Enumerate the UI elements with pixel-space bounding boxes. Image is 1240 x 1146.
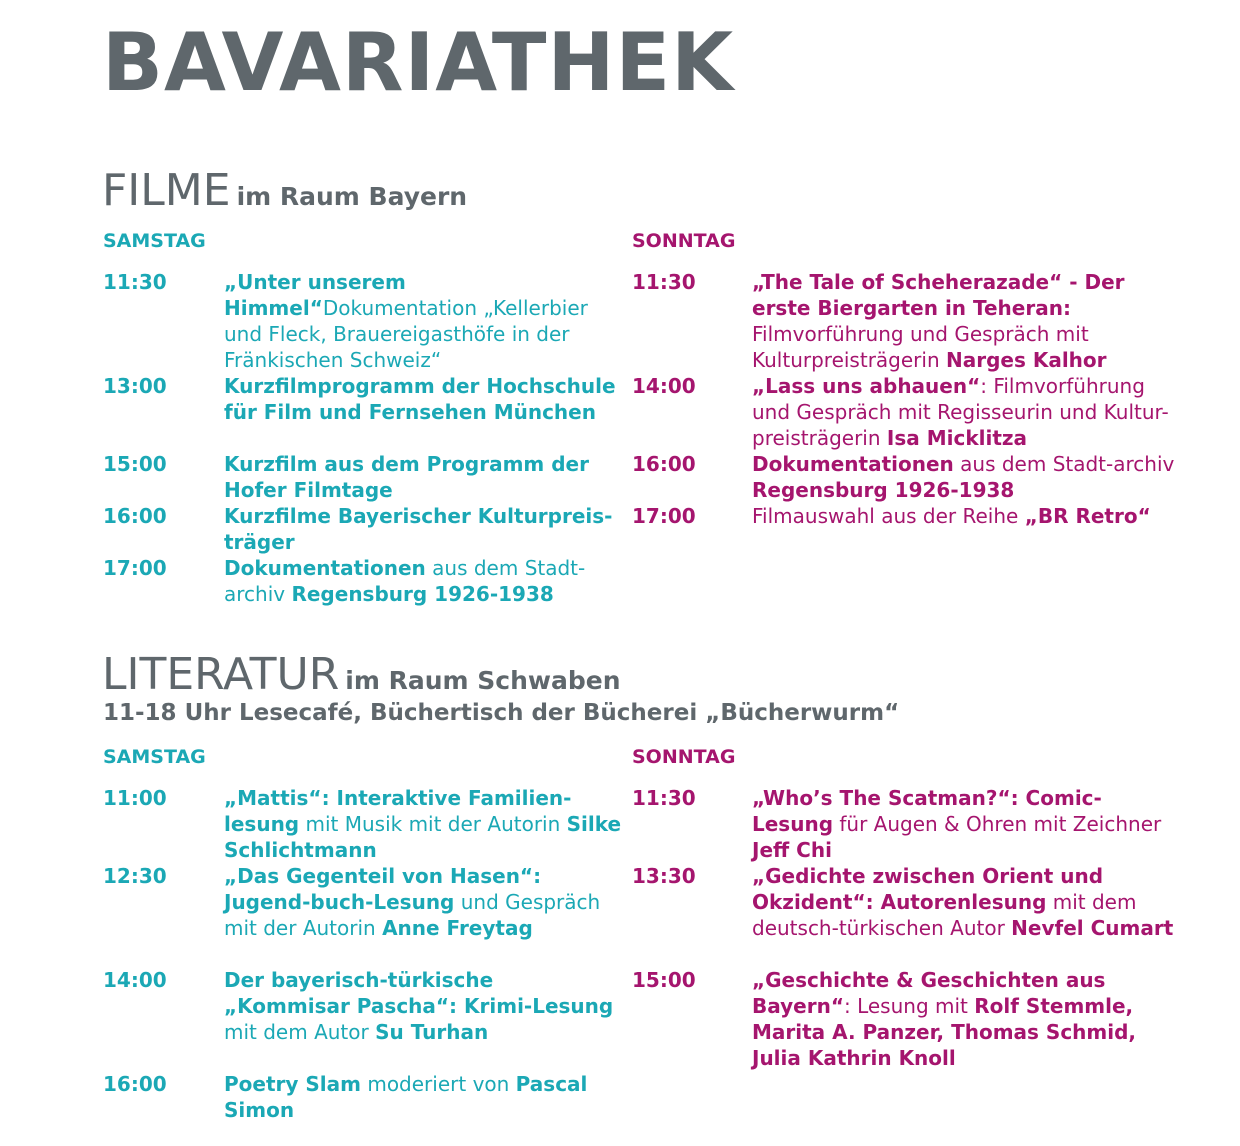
bold-text: Pascal Simon bbox=[224, 1072, 588, 1122]
bold-text: „Mattis“: Interaktive Familien-lesung bbox=[224, 786, 572, 836]
event-time: 16:00 bbox=[103, 1072, 167, 1096]
regular-text: Dokumentation „Kellerbier und Fleck, Brauereigasthöfe in der Fränkischen Schweiz“ bbox=[224, 296, 588, 372]
bold-text: „Unter unserem Himmel“ bbox=[224, 270, 406, 320]
literatur-saturday-label: SAMSTAG bbox=[103, 746, 206, 768]
regular-text: moderiert von bbox=[360, 1072, 516, 1096]
bold-text: Der bayerisch-türkische „Kommisar Pascha“: Krimi-Lesung bbox=[224, 968, 614, 1018]
bold-text: Jeff Chi bbox=[752, 838, 832, 862]
regular-text: mit Musik mit der Autorin bbox=[299, 812, 567, 836]
event-time: 15:00 bbox=[632, 968, 696, 992]
event-description bbox=[224, 269, 624, 373]
filme-saturday-label: SAMSTAG bbox=[103, 230, 206, 252]
bold-text: „Gedichte zwischen Orient und Okzident“: Autorenlesung bbox=[752, 864, 1104, 914]
bold-text: Regensburg 1926-1938 bbox=[291, 582, 554, 606]
event-description bbox=[224, 373, 624, 425]
regular-text: Filmauswahl aus der Reihe bbox=[752, 504, 1025, 528]
event-time: 17:00 bbox=[632, 504, 696, 528]
bold-text: Regensburg 1926-1938 bbox=[752, 478, 1015, 502]
bold-text: Anne Freytag bbox=[382, 916, 533, 940]
event-time: 16:00 bbox=[632, 452, 696, 476]
bold-text: „Lass uns abhauen“ bbox=[752, 374, 981, 398]
literatur-heading-text: LITERATUR bbox=[102, 649, 340, 700]
bold-text: „Who’s The Scatman?“: Comic-Lesung bbox=[752, 786, 1102, 836]
regular-text: mit dem Autor bbox=[224, 1020, 376, 1044]
literatur-subheading: im Raum Schwaben bbox=[345, 666, 621, 695]
filme-subheading: im Raum Bayern bbox=[236, 182, 468, 211]
literatur-heading bbox=[102, 650, 621, 706]
page-title: BAVARIATHEK bbox=[102, 16, 735, 109]
event-time: 12:30 bbox=[103, 864, 167, 888]
literatur-info: 11-18 Uhr Lesecafé, Büchertisch der Bücherei „Bücherwurm“ bbox=[103, 700, 900, 726]
event-time: 16:00 bbox=[103, 504, 167, 528]
event-description bbox=[752, 785, 1177, 863]
bold-text: Isa Micklitza bbox=[886, 426, 1028, 450]
event-time: 14:00 bbox=[103, 968, 167, 992]
regular-text: Filmvorführung und Gespräch mit Kulturpreisträgerin bbox=[752, 322, 1089, 372]
bold-text: „The Tale of Scheherazade“ - Der erste Biergarten in Teheran: bbox=[752, 270, 1125, 320]
event-time: 13:00 bbox=[103, 374, 167, 398]
event-description bbox=[224, 785, 624, 863]
bold-text: „Das Gegenteil von Hasen“: Jugend-buch-Lesung bbox=[224, 864, 542, 914]
regular-text: und Gespräch mit der Autorin bbox=[224, 890, 601, 940]
event-time: 17:00 bbox=[103, 556, 167, 580]
event-description bbox=[752, 269, 1177, 373]
event-time: 15:00 bbox=[103, 452, 167, 476]
event-description bbox=[224, 1071, 624, 1123]
event-description bbox=[224, 967, 624, 1045]
event-description bbox=[752, 503, 1177, 529]
bold-text: Rolf Stemmle, Marita A. Panzer, Thomas Schmid, Julia Kathrin Knoll bbox=[752, 994, 1137, 1070]
regular-text: mit dem deutsch-türkischen Autor bbox=[752, 890, 1137, 940]
bold-text: Dokumentationen bbox=[224, 556, 426, 580]
regular-text: aus dem Stadt-archiv bbox=[224, 556, 586, 606]
event-time: 11:30 bbox=[632, 270, 696, 294]
event-description bbox=[224, 555, 624, 607]
event-description bbox=[224, 451, 624, 503]
bold-text: Kurzfilmprogramm der Hochschule für Film und Fernsehen München bbox=[224, 374, 616, 424]
bold-text: Poetry Slam bbox=[224, 1072, 361, 1096]
literatur-sunday-label: SONNTAG bbox=[632, 746, 736, 768]
event-time: 14:00 bbox=[632, 374, 696, 398]
event-time: 11:00 bbox=[103, 786, 167, 810]
filme-heading-text: FILME bbox=[102, 165, 231, 216]
bold-text: „BR Retro“ bbox=[1024, 504, 1151, 528]
bold-text: Silke Schlichtmann bbox=[224, 812, 622, 862]
event-time: 13:30 bbox=[632, 864, 696, 888]
bold-text: Kurzfilm aus dem Programm der Hofer Filmtage bbox=[224, 452, 589, 502]
event-description bbox=[752, 373, 1177, 451]
filme-heading bbox=[102, 166, 467, 222]
bold-text: Dokumentationen bbox=[752, 452, 954, 476]
event-description bbox=[752, 863, 1177, 941]
regular-text: für Augen & Ohren mit Zeichner bbox=[833, 812, 1162, 836]
event-time: 11:30 bbox=[103, 270, 167, 294]
regular-text: : Filmvorführung und Gespräch mit Regisseurin und Kultur-preisträgerin bbox=[752, 374, 1169, 450]
event-time: 11:30 bbox=[632, 786, 696, 810]
event-description bbox=[752, 967, 1177, 1071]
event-description bbox=[224, 863, 624, 941]
bold-text: Nevfel Cumart bbox=[1011, 916, 1174, 940]
bold-text: Narges Kalhor bbox=[945, 348, 1107, 372]
bold-text: Kurzfilme Bayerischer Kulturpreis-träger bbox=[224, 504, 613, 554]
regular-text: aus dem Stadt-archiv bbox=[953, 452, 1175, 476]
event-description bbox=[224, 503, 624, 555]
filme-sunday-label: SONNTAG bbox=[632, 230, 736, 252]
bold-text: „Geschichte & Geschichten aus Bayern“ bbox=[752, 968, 1106, 1018]
regular-text: : Lesung mit bbox=[843, 994, 975, 1018]
bold-text: Su Turhan bbox=[375, 1020, 489, 1044]
event-description bbox=[752, 451, 1177, 503]
